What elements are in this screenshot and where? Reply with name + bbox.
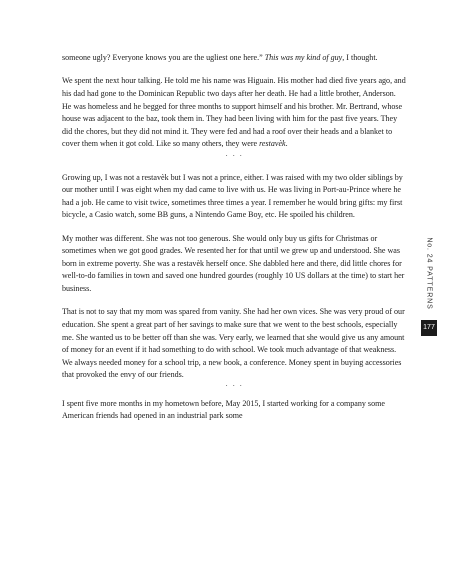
paragraph-text: , I thought.	[342, 53, 378, 62]
paragraph: My mother was different. She was not too generous. She would only buy us gifts for Christmas or sometimes when we got good grades. We resented her for that until we grew up and understood. She was born in extreme poverty. She was a restavèk herself once. She dabbled here and there, did little chores for well-to-do families in town and saved one hundred gourdes (roughly 10 US dollars at the time) to start her business.	[62, 233, 405, 293]
section-label	[423, 230, 436, 316]
page-number: 177	[421, 320, 437, 336]
paragraph-text: .	[285, 139, 288, 149]
emphasis-text: This was my kind of guy	[264, 53, 343, 62]
paragraph	[62, 75, 407, 150]
page-body-text	[62, 52, 407, 423]
section-separator: · · ·	[225, 151, 244, 160]
paragraph: Growing up, I was not a restavèk but I was not a prince, either. I was raised with my two older siblings by our mother until I was eight when my dad came to live with us. He was living in Port-au-Prince where he had a job. He came to visit twice, sometimes three times a year. I remember he would bring gifts: my first bicycle, a Casio watch, some BB guns, a Nintendo Game Boy, etc. He spoiled his children.	[62, 172, 403, 220]
emphasis-text: restavèk	[259, 139, 286, 149]
paragraph	[62, 52, 407, 65]
paragraph: That is not to say that my mom was spared from vanity. She had her own vices. She was very proud of our education. She spent a great part of her savings to make sure that we went to the best schools, especially me. She wanted us to be better off than she was. Very early, we learned that she would give us any amount of money for an event if it had something to do with school. We took much advantage of that weakness. We always needed money for a school trip, a new book, a conference. Money spent in buying accessories that provoked the envy of our friends.	[62, 307, 405, 380]
section-separator: · · ·	[225, 381, 244, 390]
section-label-text: No. 24 PATTERNS	[426, 236, 433, 310]
paragraph-text: someone ugly? Everyone knows you are the ugliest one here.”	[62, 53, 265, 62]
paragraph-text: We spent the next hour talking. He told me his name was Higuain. His mother had died five years ago, and his dad had gone to the Dominican Republic two days after her death. He had a little brother, Anderson. He was homeless and he begged for three months to support himself and his brother. Mr. Bertrand, whose house was adjacent to the baz, took them in. They had been living with him for the past five years. They did the chores, but they did not mind it. They were fed and had a roof over their heads and a blanket to cover them when it got cold. Like so many others, they were	[62, 76, 406, 149]
paragraph: I spent five more months in my hometown before, May 2015, I started working for a company some American friends had opened in an industrial park some	[62, 398, 385, 421]
